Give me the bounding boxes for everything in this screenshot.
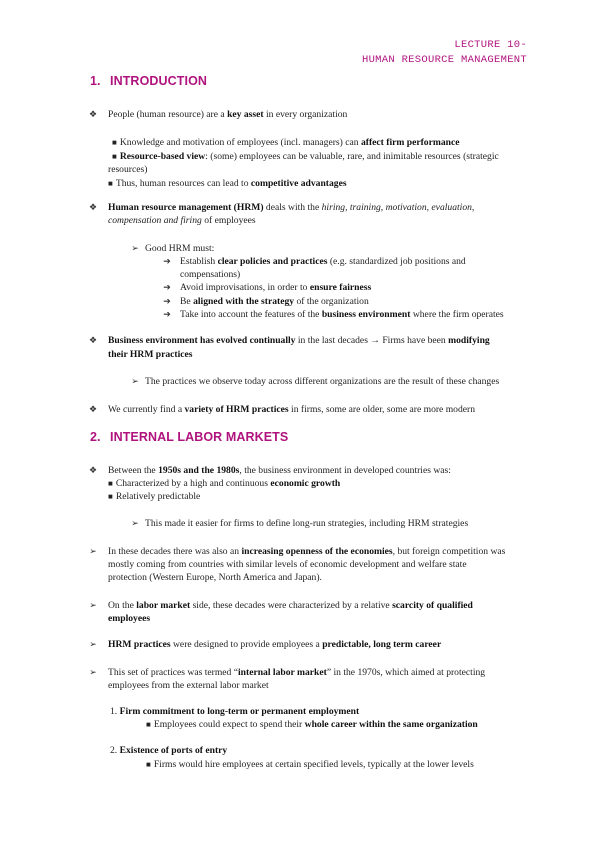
text: This set of practices was termed “ bbox=[108, 667, 238, 678]
section-heading-internal-labor-markets bbox=[90, 431, 288, 444]
square-bullet-icon: ■ bbox=[146, 720, 151, 729]
paragraph-line bbox=[108, 348, 193, 361]
text: , but foreign competition was bbox=[392, 546, 506, 557]
bold-text: modifying bbox=[448, 335, 490, 346]
text: in the last decades → Firms have been bbox=[295, 335, 449, 346]
diamond-bullet-icon: ❖ bbox=[88, 202, 98, 212]
chevron-bullet-icon: ➢ bbox=[89, 600, 97, 610]
sub-bullet bbox=[112, 136, 460, 149]
sub-point: This made it easier for firms to define long-run strategies, including HRM strategies bbox=[145, 518, 469, 529]
section-title: INTERNAL LABOR MARKETS bbox=[110, 430, 289, 444]
arrow-bullet-icon: ➔ bbox=[163, 282, 171, 292]
paragraph-line bbox=[108, 214, 256, 227]
text: in every organization bbox=[263, 109, 348, 120]
bold-text: Business environment has evolved continually bbox=[108, 335, 296, 346]
bold-text: business environment bbox=[321, 309, 411, 320]
text: On the bbox=[108, 600, 137, 611]
text: We currently find a bbox=[108, 404, 185, 415]
text: Take into account the features of the bbox=[180, 309, 322, 320]
arrow-item bbox=[180, 295, 369, 308]
bold-text: whole career within the same organization bbox=[304, 719, 478, 730]
bold-text: ensure fairness bbox=[309, 282, 372, 293]
bold-text: scarcity of qualified bbox=[392, 600, 473, 611]
paragraph-line: protection (Western Europe, North America and Japan). bbox=[108, 572, 322, 583]
diamond-bullet-icon: ❖ bbox=[88, 335, 98, 345]
text: Characterized by a high and continuous bbox=[115, 478, 271, 489]
arrow-bullet-icon: ➔ bbox=[163, 296, 171, 306]
lecture-number: LECTURE 10- bbox=[454, 39, 527, 51]
bold-text: clear policies and practices bbox=[217, 256, 328, 267]
paragraph-line: employees from the external labor market bbox=[108, 680, 269, 691]
bold-text: economic growth bbox=[270, 478, 341, 489]
paragraph-line: mostly coming from countries with similar levels of economic development and welfare state bbox=[108, 559, 467, 570]
paragraph bbox=[108, 403, 475, 416]
arrow-bullet-icon: ➔ bbox=[163, 309, 171, 319]
paragraph bbox=[108, 201, 474, 214]
square-bullet-icon: ■ bbox=[146, 760, 151, 769]
chevron-bullet-icon: ➢ bbox=[131, 243, 139, 253]
text: ” in the 1970s, which aimed at protecting bbox=[326, 667, 486, 678]
sub-bullet bbox=[108, 490, 200, 503]
bold-text: variety of HRM practices bbox=[184, 404, 289, 415]
arrow-item bbox=[180, 308, 504, 321]
text: : (some) employees can be valuable, rare, and inimitable resources (strategic bbox=[205, 151, 499, 162]
sub-bullet bbox=[146, 718, 478, 731]
paragraph bbox=[108, 545, 505, 558]
lecture-title: HUMAN RESOURCE MANAGEMENT bbox=[361, 54, 527, 66]
paragraph bbox=[108, 599, 473, 612]
arrow-bullet-icon: ➔ bbox=[163, 256, 171, 266]
paragraph-line bbox=[108, 612, 150, 625]
italic-text: hiring, training, motivation, evaluation, bbox=[321, 202, 475, 213]
chevron-bullet-icon: ➢ bbox=[131, 376, 139, 386]
text: Firms would hire employees at certain specified levels, typically at the lower levels bbox=[153, 759, 474, 770]
section-number: 2. bbox=[90, 430, 101, 444]
section-number: 1. bbox=[90, 74, 101, 88]
bold-text: 1950s and the 1980s bbox=[158, 465, 240, 476]
paragraph bbox=[108, 638, 441, 651]
arrow-item bbox=[180, 255, 466, 268]
text: Establish bbox=[180, 256, 218, 267]
diamond-bullet-icon: ❖ bbox=[88, 465, 98, 475]
diamond-bullet-icon: ❖ bbox=[88, 404, 98, 414]
bold-text: HRM practices bbox=[108, 639, 171, 650]
bold-text: competitive advantages bbox=[250, 178, 347, 189]
sub-bullet bbox=[146, 758, 474, 771]
text: of employees bbox=[201, 215, 256, 226]
paragraph bbox=[108, 666, 485, 679]
bold-text: internal labor market bbox=[238, 667, 327, 678]
arrow-item-continuation: compensations) bbox=[180, 269, 241, 280]
square-bullet-icon: ■ bbox=[112, 138, 117, 147]
bold-text: affect firm performance bbox=[360, 137, 460, 148]
paragraph bbox=[108, 108, 347, 121]
text: Between the bbox=[108, 465, 159, 476]
sub-bullet bbox=[108, 477, 340, 490]
arrow-item bbox=[180, 281, 371, 294]
text: deals with the bbox=[263, 202, 322, 213]
text: of the organization bbox=[294, 296, 369, 307]
chevron-bullet-icon: ➢ bbox=[89, 667, 97, 677]
text: Be bbox=[180, 296, 194, 307]
bold-text: Firm commitment to long-term or permanent employment bbox=[119, 706, 360, 717]
text: were designed to provide employees a bbox=[170, 639, 323, 650]
numbered-item bbox=[110, 744, 227, 757]
sub-point: The practices we observe today across different organizations are the result of these changes bbox=[145, 376, 500, 387]
bold-text: aligned with the strategy bbox=[193, 296, 295, 307]
text: People (human resource) are a bbox=[108, 109, 228, 120]
chevron-bullet-icon: ➢ bbox=[89, 639, 97, 649]
square-bullet-icon: ■ bbox=[108, 179, 113, 188]
text: where the firm operates bbox=[410, 309, 504, 320]
bold-text: Resource-based view bbox=[119, 151, 206, 162]
text: side, these decades were characterized by a relative bbox=[190, 600, 393, 611]
text: , the business environment in developed countries was: bbox=[239, 465, 451, 476]
text: Relatively predictable bbox=[115, 491, 201, 502]
bold-text: Human resource management (HRM) bbox=[108, 202, 264, 213]
square-bullet-icon: ■ bbox=[108, 479, 113, 488]
square-bullet-icon: ■ bbox=[108, 492, 113, 501]
diamond-bullet-icon: ❖ bbox=[88, 109, 98, 119]
chevron-bullet-icon: ➢ bbox=[89, 546, 97, 556]
bold-text: their HRM practices bbox=[108, 349, 193, 360]
text: in firms, some are older, some are more modern bbox=[288, 404, 476, 415]
chevron-bullet-icon: ➢ bbox=[131, 518, 139, 528]
good-hrm-label: Good HRM must: bbox=[145, 243, 215, 254]
sub-bullet bbox=[112, 150, 532, 163]
paragraph bbox=[108, 464, 451, 477]
section-heading-introduction bbox=[90, 75, 207, 88]
item-number: 1. bbox=[110, 706, 120, 717]
bold-text: increasing openness of the economies bbox=[241, 546, 393, 557]
text: (e.g. standardized job positions and bbox=[327, 256, 466, 267]
bold-text: employees bbox=[108, 613, 151, 624]
paragraph bbox=[108, 334, 490, 347]
sub-bullet bbox=[108, 177, 347, 190]
bold-text: key asset bbox=[227, 109, 264, 120]
text: Avoid improvisations, in order to bbox=[180, 282, 310, 293]
text: Knowledge and motivation of employees (incl. managers) can bbox=[119, 137, 361, 148]
bold-text: labor market bbox=[136, 600, 191, 611]
italic-text: compensation and firing bbox=[108, 215, 202, 226]
text: Thus, human resources can lead to bbox=[115, 178, 251, 189]
item-number: 2. bbox=[110, 745, 120, 756]
bold-text: predictable, long term career bbox=[322, 639, 442, 650]
bold-text: Existence of ports of entry bbox=[119, 745, 228, 756]
square-bullet-icon: ■ bbox=[112, 152, 117, 161]
text: Employees could expect to spend their bbox=[153, 719, 305, 730]
section-title: INTRODUCTION bbox=[110, 74, 208, 88]
text: In these decades there was also an bbox=[108, 546, 242, 557]
numbered-item bbox=[110, 705, 359, 718]
text-continuation: resources) bbox=[108, 164, 148, 175]
